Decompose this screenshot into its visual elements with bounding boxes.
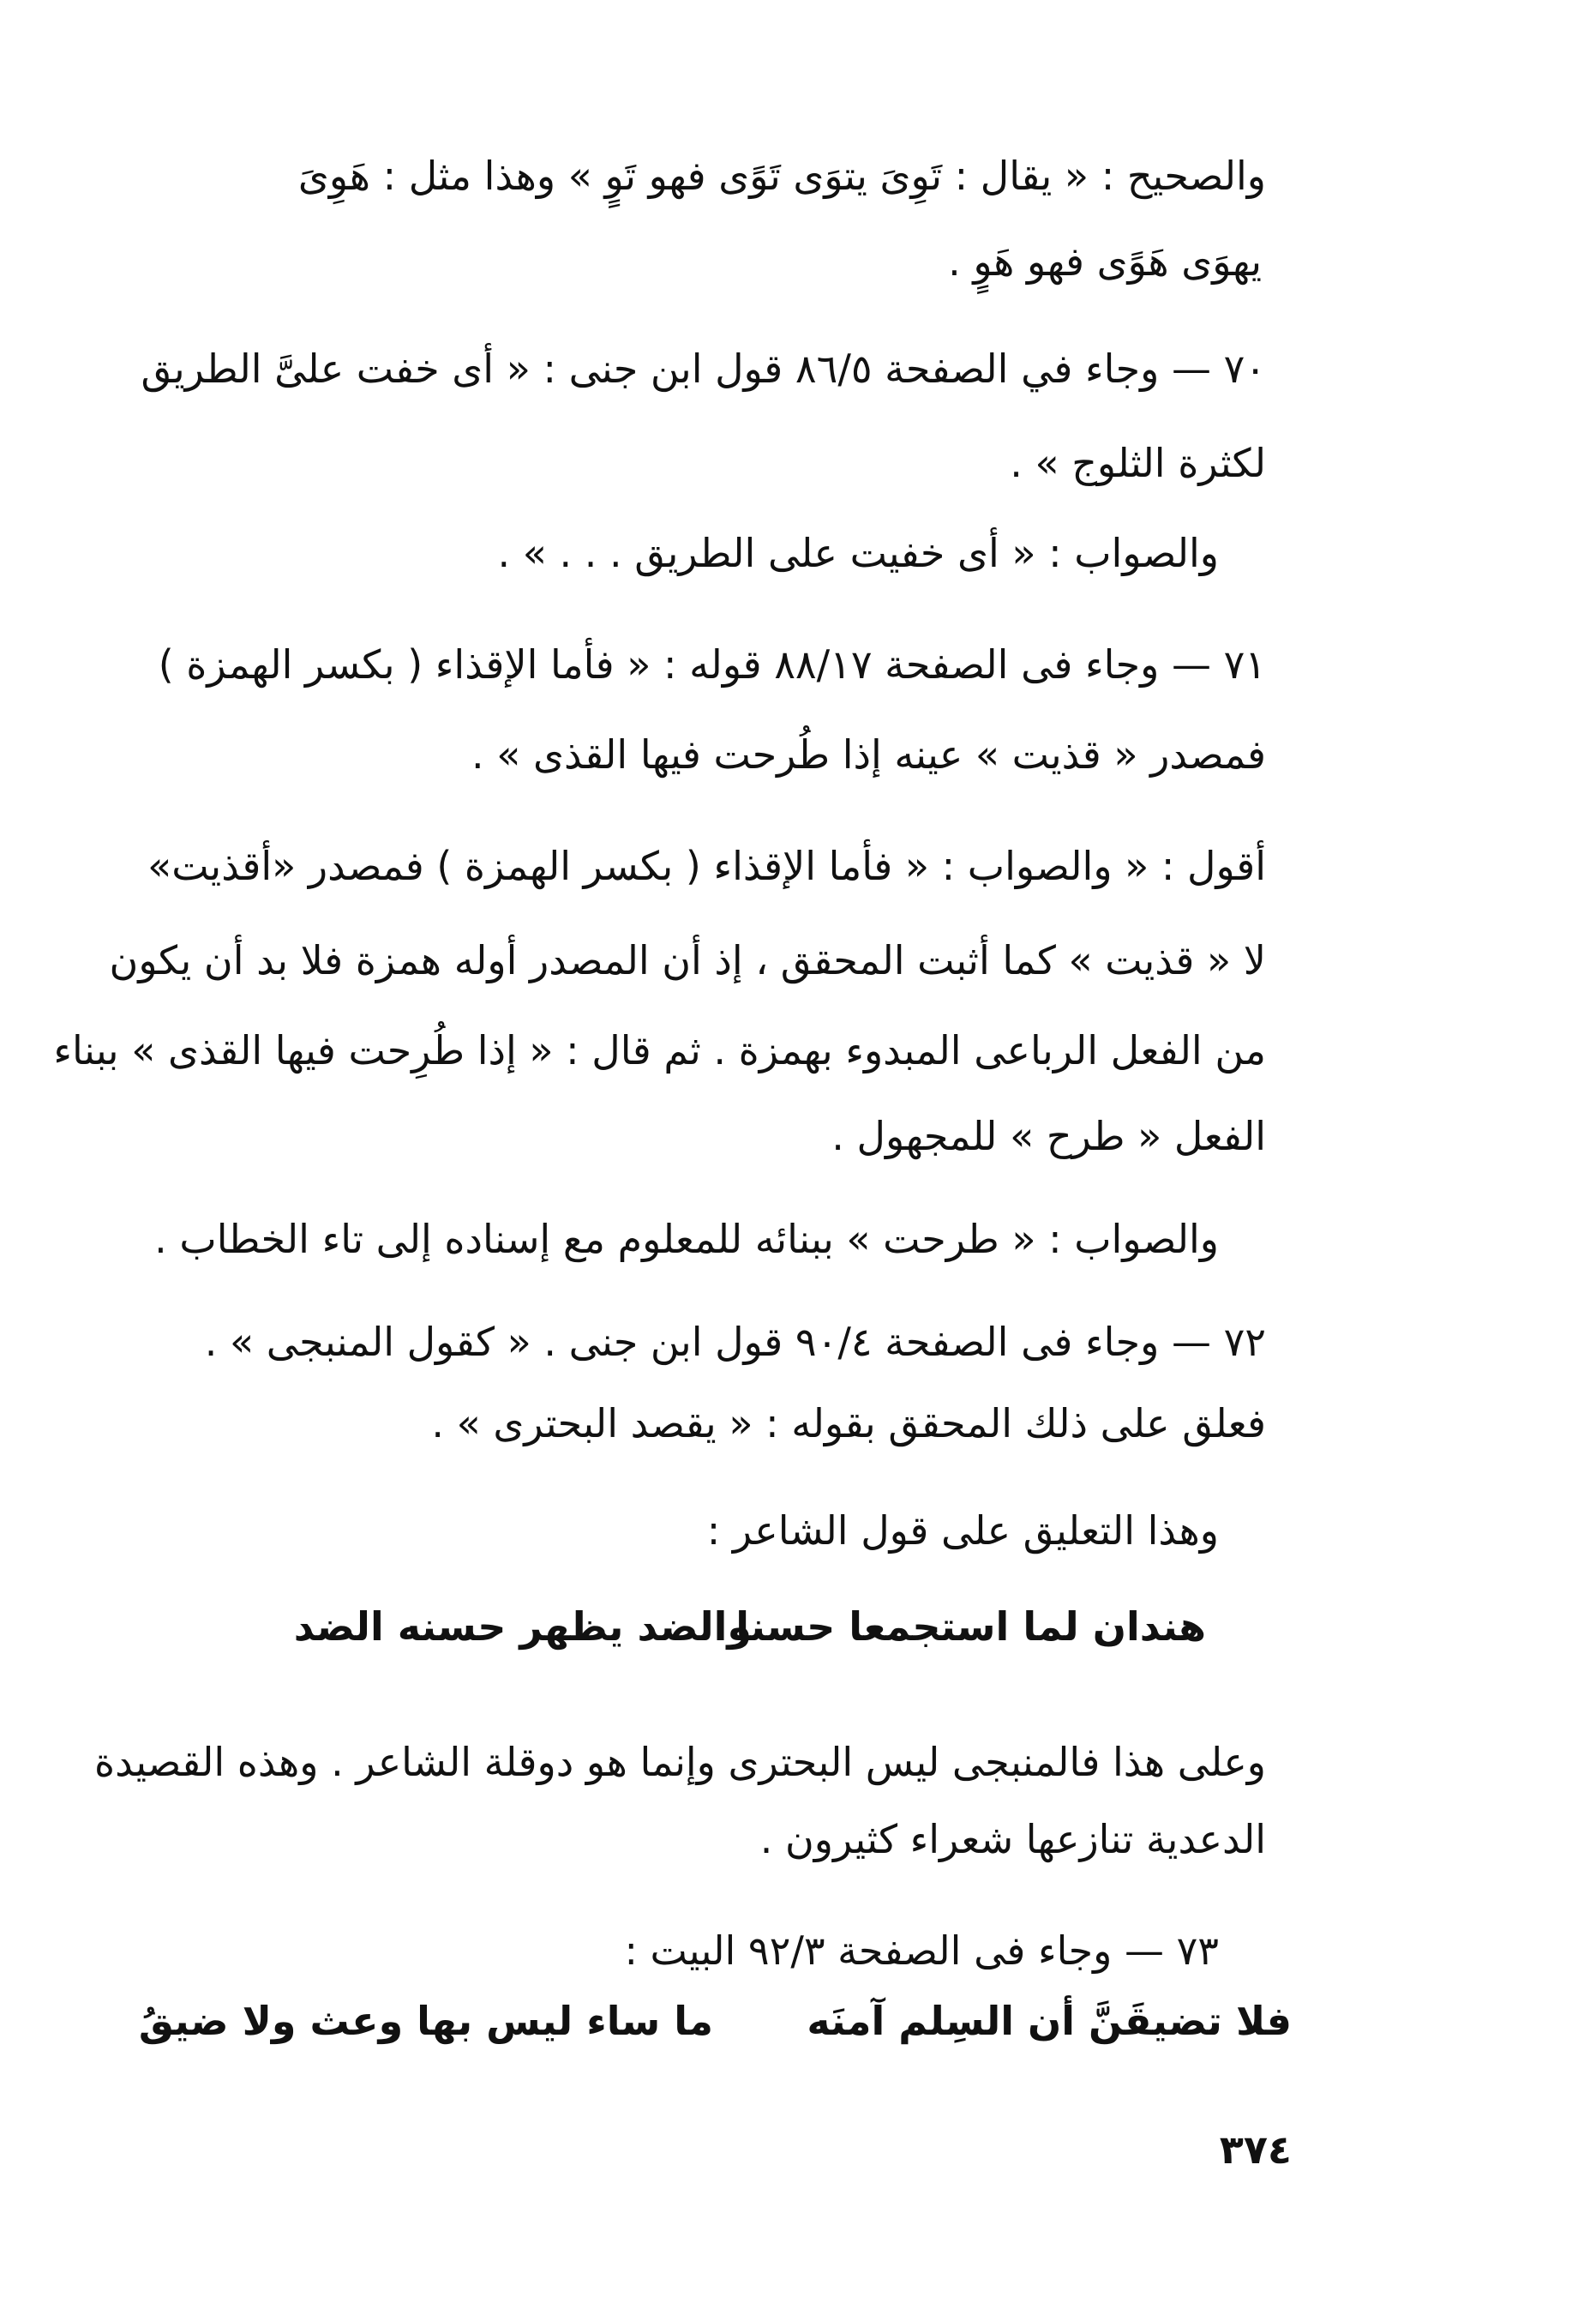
line-16: وعلى هذا فالمنبجى ليس البحترى وإنما هو دوقلة الشاعر . وهذه القصيدة — [94, 1739, 1266, 1785]
page-number: ٣٧٤ — [1219, 2126, 1292, 2173]
line-11: الفعل « طرح » للمجهول . — [831, 1113, 1266, 1159]
line-18: ٧٣ — وجاء فى الصفحة ٩٢/٣ البيت : — [624, 1927, 1219, 1974]
verse-1-second-hemistich: والضد يظهر حسنه الضد — [293, 1603, 752, 1650]
line-6: ٧١ — وجاء فى الصفحة ٨٨/١٧ قوله : « فأما الإقذاء ( بكسر الهمزة ) — [158, 641, 1266, 688]
verse-2-first-hemistich: فلا تضيقَنَّ أن السِلم آمنَه — [807, 1998, 1292, 2044]
line-14: فعلق على ذلك المحقق بقوله : « يقصد البحترى » . — [431, 1400, 1266, 1446]
verse-1-first-hemistich: هندان لما استجمعا حسنا — [735, 1603, 1206, 1650]
line-10: من الفعل الرباعى المبدوء بهمزة . ثم قال : « إذا طُرِحت فيها القذى » ببناء — [53, 1027, 1266, 1073]
line-17: الدعدية تنازعها شعراء كثيرون . — [759, 1816, 1266, 1862]
line-12: والصواب : « طرحت » ببنائه للمعلوم مع إسناده إلى تاء الخطاب . — [154, 1216, 1219, 1262]
line-1: والصحيح : « يقال : تَوِىَ يتوَى تَوًى فهو تَوٍ » وهذا مثل : هَوِىَ — [297, 153, 1266, 199]
line-15: وهذا التعليق على قول الشاعر : — [706, 1507, 1219, 1554]
line-8: أقول : « والصواب : « فأما الإقذاء ( بكسر الهمزة ) فمصدر «أقذيت» — [147, 843, 1266, 889]
line-5: والصواب : « أى خفيت على الطريق . . . » . — [497, 530, 1219, 576]
verse-2-second-hemistich: ما ساء ليس بها وعث ولا ضيقُ — [138, 1998, 713, 2044]
line-3: ٧٠ — وجاء في الصفحة ٨٦/٥ قول ابن جنى : « أى خفت علىَّ الطريق — [141, 346, 1266, 392]
line-13: ٧٢ — وجاء فى الصفحة ٩٠/٤ قول ابن جنى . « كقول المنبجى » . — [204, 1319, 1266, 1365]
line-9: لا « قذيت » كما أثبت المحقق ، إذ أن المصدر أوله همزة فلا بد أن يكون — [109, 937, 1266, 983]
line-7: فمصدر « قذيت » عينه إذا طُرحت فيها القذى » . — [471, 731, 1266, 778]
line-2: يهوَى هَوًى فهو هَوٍ . — [948, 238, 1262, 285]
line-4: لكثرة الثلوج » . — [1010, 440, 1266, 486]
